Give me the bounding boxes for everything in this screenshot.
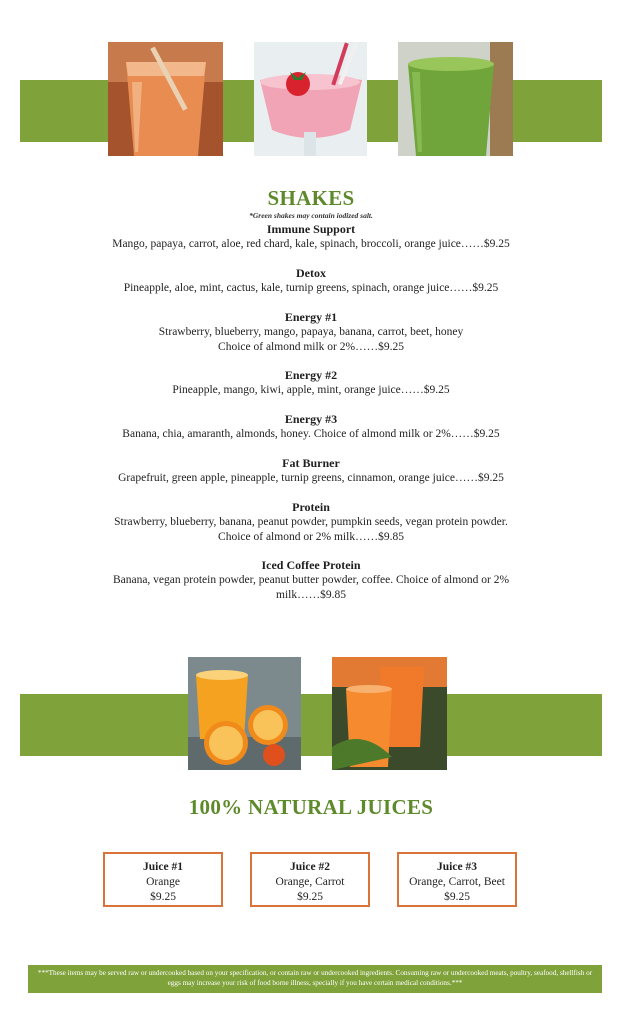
item-name: Detox (296, 266, 326, 280)
juice-name: Juice #1 (143, 861, 183, 873)
juice-price: $9.25 (297, 891, 323, 903)
item-description: Pineapple, mango, kiwi, apple, mint, orange juice……$9.25 (172, 384, 450, 396)
juice-box (397, 852, 517, 907)
juice-ingredients: Orange, Carrot, Beet (409, 876, 505, 888)
item-description: Mango, papaya, carrot, aloe, red chard, kale, spinach, broccoli, orange juice……$9.25 (112, 238, 510, 250)
carrot-juice-photo (332, 657, 447, 770)
juice-box (103, 852, 223, 907)
item-description: Banana, chia, amaranth, almonds, honey. Choice of almond milk or 2%……$9.25 (122, 428, 500, 440)
juice-name: Juice #2 (290, 861, 330, 873)
strawberry-shake-photo (254, 42, 367, 156)
menu-item (80, 412, 542, 442)
menu-item (80, 266, 542, 296)
orange-juice-photo (188, 657, 301, 770)
item-name: Energy #2 (284, 368, 338, 382)
item-name: Immune Support (266, 222, 356, 236)
item-name: Energy #3 (284, 412, 338, 426)
middle-green-band (20, 694, 602, 756)
shakes-note: *Green shakes may contain iodized salt. (249, 211, 373, 220)
green-smoothie-photo (398, 42, 513, 156)
menu-item (80, 456, 542, 486)
item-name: Energy #1 (284, 310, 338, 324)
item-description: Strawberry, blueberry, banana, peanut powder, pumpkin seeds, vegan protein powder. (114, 516, 508, 528)
item-description: Banana, vegan protein powder, peanut butter powder, coffee. Choice of almond or 2% (112, 574, 510, 586)
juice-ingredients: Orange (146, 876, 180, 888)
item-description: Pineapple, aloe, mint, cactus, kale, turnip greens, spinach, orange juice……$9.25 (123, 282, 499, 294)
menu-item (80, 222, 542, 252)
juices-title: 100% NATURAL JUICES (188, 795, 434, 819)
menu-item (80, 558, 542, 603)
papaya-smoothie-photo (108, 42, 223, 156)
item-name: Fat Burner (282, 456, 340, 470)
shakes-title: SHAKES (267, 186, 355, 210)
menu-item (80, 310, 542, 355)
juice-name: Juice #3 (437, 861, 477, 873)
juice-ingredients: Orange, Carrot (275, 876, 345, 888)
item-description: Grapefruit, green apple, pineapple, turnip greens, cinnamon, orange juice……$9.25 (118, 472, 504, 484)
item-description-line-2: Choice of almond or 2% milk……$9.85 (218, 531, 404, 543)
item-description-line-2: milk……$9.85 (276, 589, 346, 601)
juice-price: $9.25 (444, 891, 470, 903)
disclaimer-banner: ***These items may be served raw or undercooked based on your specification, or contain raw or undercooked ingredients. Consuming raw or undercooked meats, poultry, seafood, shellfish or eggs may increase your risk of food borne illness, specially if you have certain medical conditions.*** (28, 965, 602, 993)
item-name: Protein (292, 500, 330, 514)
menu-item (80, 368, 542, 398)
menu-item (80, 500, 542, 545)
juice-price: $9.25 (150, 891, 176, 903)
juice-box (250, 852, 370, 907)
item-description-line-2: Choice of almond milk or 2%……$9.25 (218, 341, 404, 353)
item-description: Strawberry, blueberry, mango, papaya, banana, carrot, beet, honey (158, 326, 464, 338)
item-name: Iced Coffee Protein (261, 558, 361, 572)
